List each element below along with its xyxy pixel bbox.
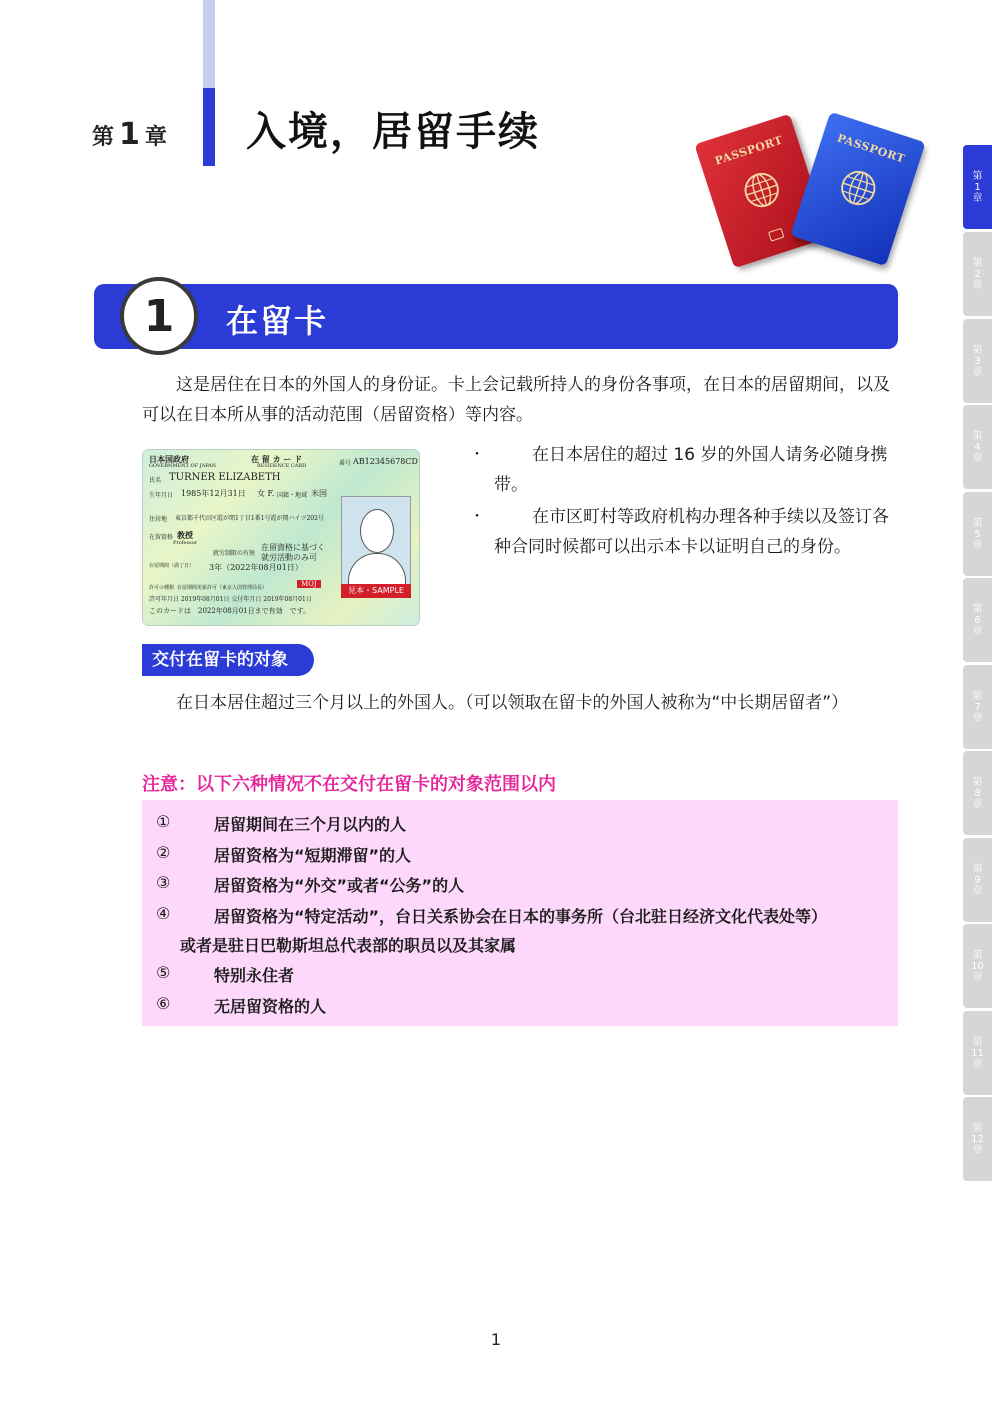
tab-label: 10: [971, 960, 984, 972]
tab-label: 第: [972, 603, 983, 615]
notice-item-number: ⑤: [156, 963, 171, 982]
card-work-line1: 在留資格に基づく: [261, 543, 325, 552]
tab-label: 第: [972, 257, 983, 269]
tab-chapter-8[interactable]: [963, 751, 992, 835]
card-issuer-en: GOVERNMENT OF JAPAN: [149, 463, 217, 469]
tab-label: 章: [972, 1144, 983, 1156]
tab-label: 7: [974, 701, 981, 713]
tab-label: 章: [972, 452, 983, 464]
bullet-text: 在市区町村等政府机构办理各种手续以及签订各种合同时候都可以出示本卡以证明自己的身份。: [494, 507, 889, 557]
chapter-title: 入境，居留手续: [246, 109, 540, 155]
passport-label: PASSPORT: [835, 131, 907, 166]
card-period-label: 在留期間（満了日）: [149, 563, 195, 569]
notice-item-text: 居留期间在三个月以内的人: [214, 815, 407, 834]
tab-chapter-6[interactable]: [963, 578, 992, 662]
tab-label: 第: [972, 1036, 983, 1048]
card-photo-placeholder-icon: [341, 496, 411, 588]
card-dob: 1985年12月31日: [181, 489, 246, 498]
card-name-label: 氏名: [149, 477, 162, 484]
tab-label: 第: [972, 170, 983, 182]
tab-chapter-2[interactable]: [963, 232, 992, 316]
target-heading: 交付在留卡的对象: [142, 644, 314, 676]
card-name: TURNER ELIZABETH: [169, 472, 281, 483]
card-work-line2: 就労活動のみ可: [261, 553, 317, 562]
tab-label: 第: [972, 430, 983, 442]
intro-paragraph: 这是居住在日本的外国人的身份证。卡上会记载所持人的身份各事项，在日本的居留期间，以及可以在日本所从事的活动范围（居留资格）等内容。: [142, 375, 890, 425]
card-number: AB12345678CD: [353, 457, 418, 466]
tab-chapter-11[interactable]: [963, 1011, 992, 1095]
card-status-en: Professor: [173, 540, 198, 546]
tab-label: 1: [974, 181, 981, 193]
tab-label: 章: [972, 625, 983, 637]
page-number: 1: [490, 1330, 502, 1349]
card-period: 3年（2022年08月01日）: [209, 563, 303, 572]
notice-item-text: 无居留资格的人: [214, 997, 327, 1016]
tab-label: 章: [972, 539, 983, 551]
notice-box: [142, 800, 898, 1026]
list-item: [470, 502, 898, 562]
card-permit-date: 許可年月日 2019年08月01日 交付年月日 2019年08月01日: [149, 596, 312, 603]
tab-label: 章: [972, 279, 983, 291]
tab-label: 章: [972, 712, 983, 724]
tab-chapter-5[interactable]: [963, 492, 992, 576]
tab-label: 第: [972, 863, 983, 875]
card-address: 東京都千代田区霞が関1丁目1番1号霞が関ハイツ202号: [175, 515, 324, 522]
passport-label: PASSPORT: [713, 133, 785, 168]
card-validity: このカードは 2022年08月01日まで有効 です。: [149, 607, 311, 615]
tab-label: 4: [974, 441, 981, 453]
tab-label: 12: [971, 1133, 984, 1145]
tab-chapter-7[interactable]: [963, 665, 992, 749]
card-nationality: 米国: [311, 489, 327, 498]
notice-item-text: 居留资格为“特定活动”，台日关系协会在日本的事务所（台北驻日经济文化代表处等）: [214, 907, 828, 926]
notice-title: 注意：以下六种情况不在交付在留卡的对象范围以内: [142, 774, 556, 795]
section-banner: [94, 284, 898, 349]
card-usage-bullets: [470, 440, 898, 564]
card-address-label: 住居地: [149, 516, 168, 523]
notice-item-number: ②: [156, 843, 171, 862]
header-accent-bar-light: [203, 0, 215, 88]
notice-item-text: 居留资格为“外交”或者“公务”的人: [214, 876, 465, 895]
target-paragraph: 在日本居住超过三个月以上的外国人。（可以领取在留卡的外国人被称为“中长期居留者”）: [176, 693, 849, 713]
card-permit-label: 許可の種類: [149, 585, 175, 591]
card-moj-mark: MOJ: [297, 580, 321, 588]
section-title: 在留卡: [226, 302, 329, 340]
tab-label: 第: [972, 949, 983, 961]
tab-label: 章: [972, 798, 983, 810]
notice-item-text-continued: 或者是驻日巴勒斯坦总代表部的职员以及其家属: [180, 936, 517, 955]
tab-label: 第: [972, 776, 983, 788]
tab-label: 章: [972, 885, 983, 897]
tab-label: 5: [974, 528, 981, 540]
tab-label: 章: [972, 971, 983, 983]
card-status-label: 在留資格: [149, 534, 174, 541]
card-work-label: 就労制限の有無: [213, 550, 256, 557]
header-accent-bar-dark: [203, 88, 215, 166]
globe-icon: [834, 164, 882, 212]
notice-item-text: 特别永住者: [214, 966, 295, 985]
tab-label: 第: [972, 690, 983, 702]
chapter-number: 1: [119, 117, 141, 152]
card-nationality-label: 国籍・地域: [277, 492, 308, 499]
passport-chip-icon: [768, 228, 784, 242]
tab-chapter-3[interactable]: [963, 319, 992, 403]
tab-label: 章: [972, 192, 983, 204]
card-number-label: 番号: [339, 460, 352, 467]
card-type: 在 留 カ ー ド: [251, 454, 303, 464]
card-status: 教授: [177, 530, 193, 540]
tab-label: 第: [972, 344, 983, 356]
notice-item-number: ①: [156, 812, 171, 831]
globe-icon: [738, 166, 786, 214]
card-issuer: 日本国政府: [149, 454, 189, 464]
tab-chapter-12[interactable]: [963, 1097, 992, 1181]
residence-card-image: [143, 450, 419, 625]
bullet-mark: ・: [470, 509, 484, 525]
tab-label: 2: [974, 268, 981, 280]
tab-label: 9: [974, 874, 981, 886]
section-number-badge: 1: [120, 277, 198, 355]
notice-item-text: 居留资格为“短期滞留”的人: [214, 846, 412, 865]
notice-item-number: ④: [156, 904, 171, 923]
chapter-suffix: 章: [144, 125, 168, 150]
tab-label: 章: [972, 1058, 983, 1070]
bullet-mark: ・: [470, 447, 484, 463]
tab-chapter-9[interactable]: [963, 838, 992, 922]
card-permit: 在留期間更新許可（東京入国管理局長）: [177, 585, 268, 591]
tab-chapter-10[interactable]: [963, 924, 992, 1008]
card-sex: 女 F.: [257, 489, 275, 498]
list-item: [470, 440, 898, 500]
chapter-prefix: 第: [92, 125, 116, 150]
card-dob-label: 生年月日: [149, 492, 174, 499]
chapter-label: [92, 117, 168, 152]
tab-chapter-4[interactable]: [963, 405, 992, 489]
tab-label: 11: [971, 1047, 984, 1059]
tab-label: 3: [974, 355, 981, 367]
tab-label: 章: [972, 366, 983, 378]
tab-label: 8: [974, 787, 981, 799]
tab-chapter-1[interactable]: [963, 145, 992, 229]
notice-item-number: ⑥: [156, 994, 171, 1013]
card-sample-stamp: 見本・SAMPLE: [341, 584, 411, 598]
tab-label: 第: [972, 517, 983, 529]
notice-item-number: ③: [156, 873, 171, 892]
bullet-text: 在日本居住的超过 16 岁的外国人请务必随身携带。: [494, 445, 888, 495]
tab-label: 6: [974, 614, 981, 626]
card-type-en: RESIDENCE CARD: [257, 463, 307, 469]
tab-label: 第: [972, 1122, 983, 1134]
